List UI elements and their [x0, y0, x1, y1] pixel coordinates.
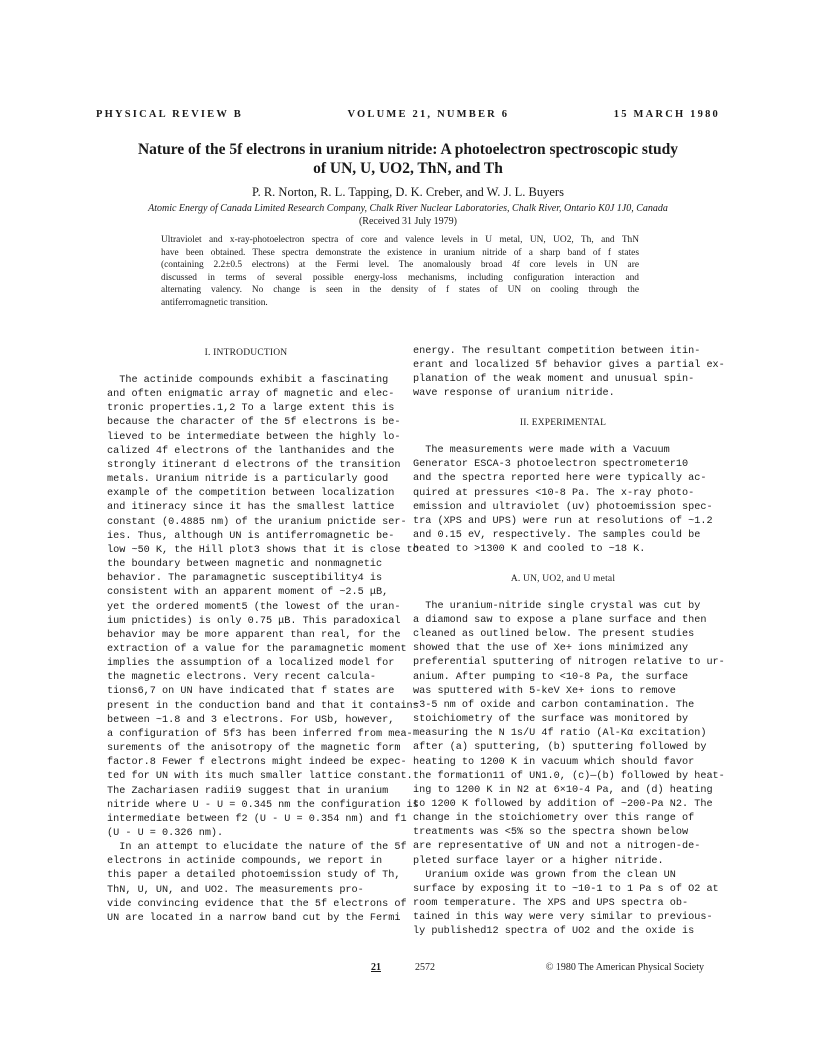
title-line-2: of UN, U, UO2, ThN, and Th: [313, 160, 503, 177]
article-title: [96, 140, 720, 178]
text-line: factor.8 Fewer f electrons might indeed be expec-: [107, 757, 407, 769]
text-line: showed that the use of Xe+ ions minimized any: [413, 643, 689, 655]
text-line: this paper a detailed photoemission study of Th,: [107, 870, 401, 882]
text-line: The measurements were made with a Vacuum: [413, 445, 670, 457]
text-line: and itineracy since it has the smallest lattice: [107, 502, 395, 514]
left-column-text: [107, 374, 419, 926]
text-line: energy. The resultant competition between itin-: [413, 346, 701, 357]
text-line: ium pnictides) is only 0.75 μB. This paradoxical: [107, 615, 401, 627]
text-line: the formation11 of UN1.0, (c)—(b) followed by heat-: [413, 770, 725, 782]
text-line: metals. Uranium nitride is a particularly good: [107, 474, 389, 486]
subsection-heading: A. UN, UO2, and U metal: [510, 573, 616, 584]
text-line: behavior may be more apparent than real, for the: [107, 629, 401, 641]
text-line: The uranium-nitride single crystal was cut by: [413, 600, 701, 612]
text-line: cleaned as outlined below. The present studies: [413, 629, 695, 641]
text-line: intermediate between f2 (U - U = 0.354 nm) and f1: [107, 813, 407, 825]
affiliation: Atomic Energy of Canada Limited Research Company, Chalk River Nuclear Laboratories, Chalk River, Ontario K0J 1J0, Canada: [148, 203, 668, 214]
title-line-1: Nature of the 5f electrons in uranium nitride: A photoelectron spectroscopic study: [137, 141, 679, 158]
issue-date: 15 MARCH 1980: [613, 109, 720, 120]
text-line: are representative of UN and not a nitrogen-de-: [413, 841, 701, 853]
text-line: a configuration of 5f3 has been inferred from mea-: [107, 728, 413, 740]
text-line: treatments was <5% so the spectra shown below: [413, 827, 689, 839]
text-line: present in the conduction band and that it contains: [107, 700, 419, 712]
text-line: The actinide compounds exhibit a fascinating: [107, 375, 389, 386]
text-line: Uranium oxide was grown from the clean UN: [413, 869, 676, 881]
text-line: ly published12 spectra of UO2 and the oxide is: [413, 926, 695, 938]
text-line: nitride where U - U = 0.345 nm the configuration is: [107, 799, 419, 811]
abstract-line: alternating valency. No change is seen in the density of f states of UN on cooling through the: [161, 285, 639, 296]
received-date: (Received 31 July 1979): [358, 216, 458, 227]
copyright-notice: © 1980 The American Physical Society: [545, 962, 704, 973]
text-line: between ~1.8 and 3 electrons. For USb, however,: [107, 714, 395, 726]
text-line: ies. Thus, although UN is antiferromagnetic be-: [107, 530, 395, 542]
abstract-line: discussed in terms of several possible energy-loss mechanisms, including configuration interaction and: [161, 272, 639, 283]
text-line: strongly itinerant d electrons of the transition: [107, 459, 401, 471]
text-line: (U - U = 0.326 nm).: [107, 828, 224, 839]
section-heading-introduction: I. INTRODUCTION: [204, 348, 288, 358]
abstract-line: (containing 2.2±0.5 electrons) at the Fermi level. The anomalously broad 4f core levels in UN are: [161, 260, 639, 271]
text-line: and often enigmatic array of magnetic and elec-: [107, 389, 395, 401]
abstract-line: antiferromagnetic transition.: [161, 297, 268, 308]
text-line: tra (XPS and UPS) were run at resolutions of ~1.2: [413, 515, 713, 527]
journal-name: PHYSICAL REVIEW B: [96, 109, 243, 120]
text-line: quired at pressures <10-8 Pa. The x-ray photo-: [413, 487, 695, 499]
text-line: emission and ultraviolet (uv) photoemission spec-: [413, 501, 713, 513]
text-line: was sputtered with 5-keV Xe+ ions to remove: [413, 685, 676, 697]
volume-number: VOLUME 21, NUMBER 6: [347, 109, 510, 120]
abstract: [161, 234, 639, 310]
text-line: anium. After pumping to <10-8 Pa, the surface: [413, 671, 689, 683]
text-line: calized 4f electrons of the lanthanides and the: [107, 445, 395, 457]
text-line: Generator ESCA-3 photoelectron spectrometer10: [413, 459, 689, 471]
text-line: electrons in actinide compounds, we report in: [107, 856, 383, 868]
text-line: extraction of a value for the paramagnetic moment: [107, 643, 407, 655]
text-line: stoichiometry of the surface was monitored by: [413, 714, 689, 726]
abstract-line: have been obtained. These spectra demonstrate the existence in uranium nitride of a sharp band of f states: [161, 247, 639, 258]
text-line: pleted surface layer or a higher nitride.: [413, 855, 664, 867]
text-line: erant and localized 5f behavior gives a partial ex-: [413, 360, 725, 372]
text-line: The Zachariasen radii9 suggest that in uranium: [107, 785, 389, 797]
text-line: to 1200 K followed by addition of ~200-Pa N2. The: [413, 799, 713, 810]
text-line: a diamond saw to expose a plane surface and then: [413, 614, 707, 626]
text-line: change in the stoichiometry over this range of: [413, 813, 695, 825]
text-line: ~3-5 nm of oxide and carbon contamination. The: [413, 699, 695, 711]
text-line: because the character of the 5f electrons is be-: [107, 417, 401, 429]
author-list: P. R. Norton, R. L. Tapping, D. K. Creber, and W. J. L. Buyers: [252, 185, 564, 199]
page-number: 2572: [415, 962, 435, 973]
text-line: wave response of uranium nitride.: [413, 388, 615, 400]
text-line: surface by exposing it to ~10-1 to 1 Pa s of O2 at: [413, 883, 719, 895]
text-line: vide convincing evidence that the 5f electrons of: [107, 898, 407, 910]
text-line: low ~50 K, the Hill plot3 shows that it is close to: [107, 544, 419, 556]
text-line: In an attempt to elucidate the nature of the 5f: [107, 842, 407, 854]
text-line: example of the competition between localization: [107, 488, 395, 500]
footer-volume: 21: [371, 962, 381, 973]
text-line: constant (0.4885 nm) of the uranium pnictide ser-: [107, 516, 407, 528]
text-line: heated to >1300 K and cooled to ~18 K.: [413, 544, 646, 556]
text-line: the boundary between magnetic and nonmagnetic: [107, 559, 383, 571]
right-column-text: [413, 345, 725, 940]
text-line: consistent with an apparent moment of ~2.5 μB,: [107, 587, 389, 599]
text-line: planation of the weak moment and unusual spin-: [413, 374, 695, 386]
text-line: after (a) sputtering, (b) sputtering followed by: [413, 742, 707, 754]
text-line: yet the ordered moment5 (the lowest of the uran-: [107, 601, 401, 613]
text-line: measuring the N 1s/U 4f ratio (Al-Kα excitation): [413, 728, 707, 740]
text-line: preferential sputtering of nitrogen relative to ur-: [413, 657, 725, 669]
text-line: and 0.15 eV, respectively. The samples could be: [413, 530, 701, 542]
text-line: ThN, U, UN, and UO2. The measurements pro-: [107, 884, 364, 896]
text-line: heating to 1200 K in vacuum which should favor: [413, 756, 695, 768]
abstract-line: Ultraviolet and x-ray-photoelectron spectra of core and valence levels in U metal, UN, UO2, Th, and ThN: [161, 235, 639, 245]
text-line: surements of the anisotropy of the magnetic form: [107, 743, 401, 755]
text-line: and the spectra reported here were typically ac-: [413, 473, 707, 485]
running-head: [96, 109, 720, 120]
text-line: tronic properties.1,2 To a large extent this is: [107, 403, 395, 415]
text-line: UN are located in a narrow band cut by the Fermi: [107, 912, 401, 924]
text-line: lieved to be intermediate between the highly lo-: [107, 431, 401, 443]
text-line: implies the assumption of a localized model for: [107, 658, 395, 670]
section-heading-experimental: II. EXPERIMENTAL: [519, 417, 607, 428]
text-line: ing to 1200 K in N2 at 6×10-4 Pa, and (d) heating: [413, 784, 713, 796]
text-line: tained in this way were very similar to previous-: [413, 912, 713, 924]
text-line: the magnetic electrons. Very recent calcula-: [107, 672, 376, 684]
text-line: tions6,7 on UN have indicated that f states are: [107, 686, 395, 698]
text-line: behavior. The paramagnetic susceptibility4 is: [107, 573, 383, 585]
text-line: room temperature. The XPS and UPS spectra ob-: [413, 898, 689, 910]
text-line: ted for UN with its much smaller lattice constant.: [107, 771, 413, 783]
